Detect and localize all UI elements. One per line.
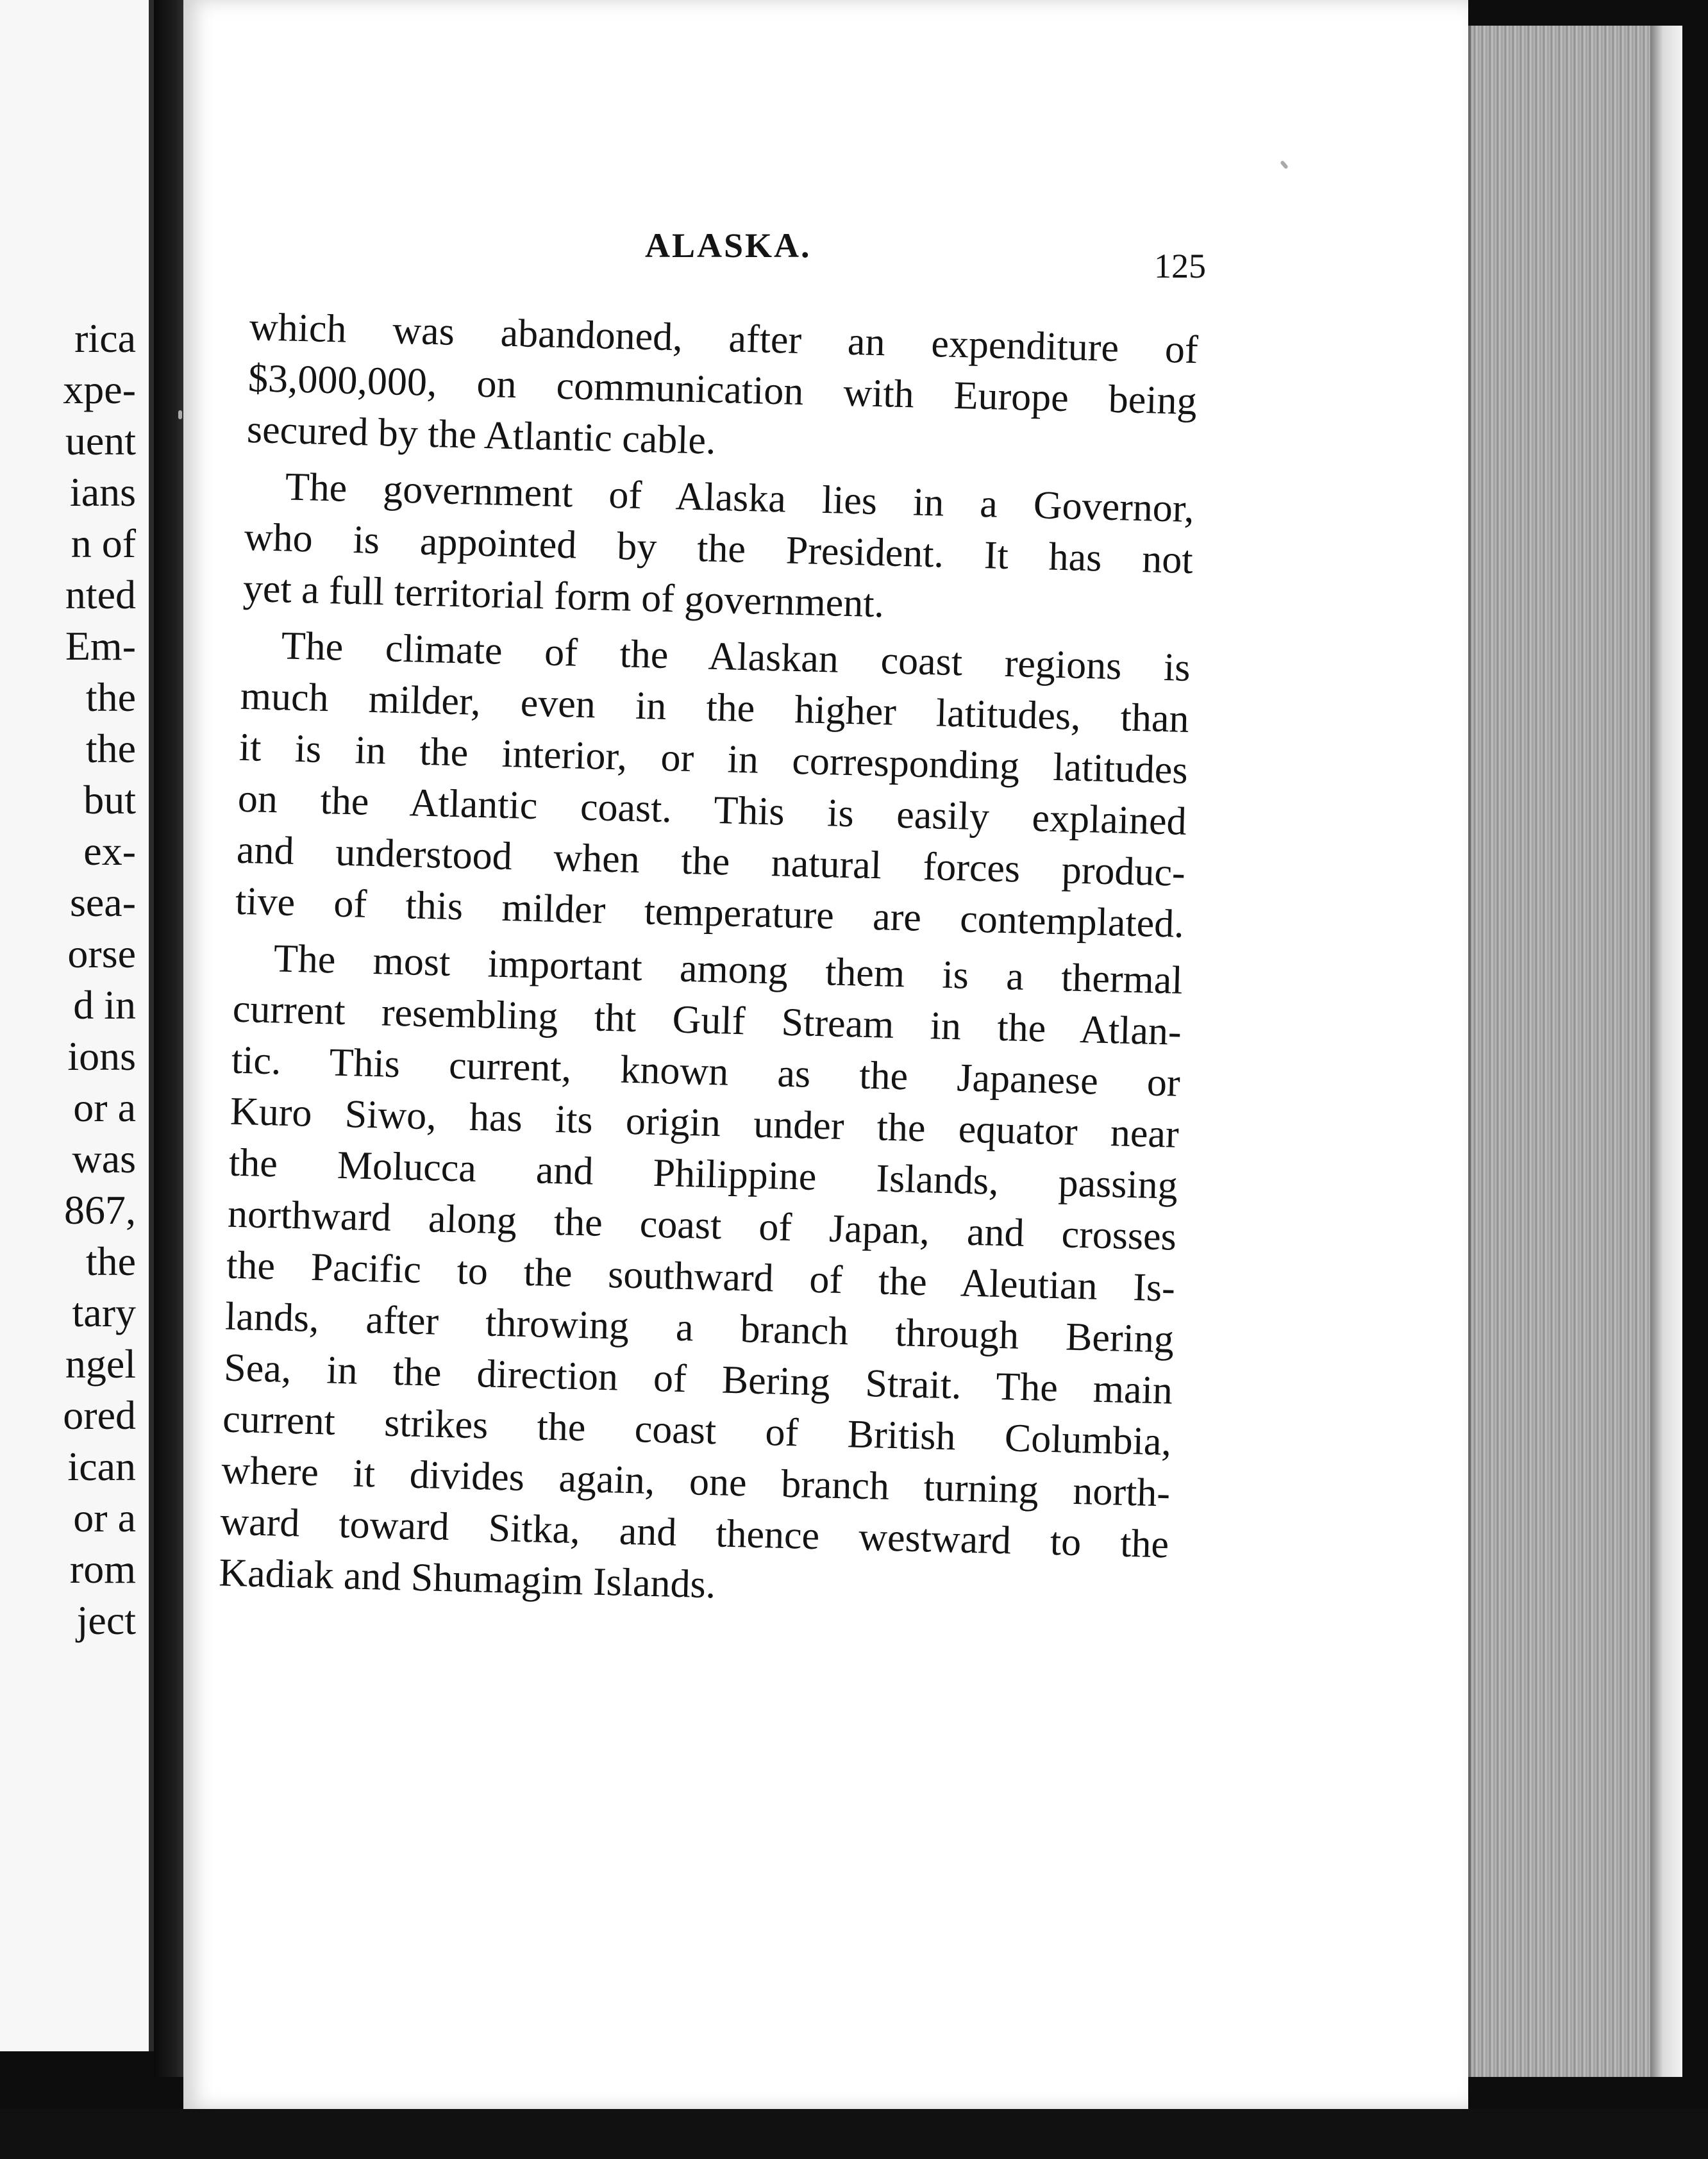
text-line: lands, after throwing a branch through Bering [224, 1294, 1175, 1362]
text-line: tive of this milder temperature are contemplated. [235, 879, 1185, 946]
facing-line: n of [71, 521, 136, 566]
facing-line: was [72, 1136, 136, 1181]
text-line: the Molucca and Philippine Islands, passing [228, 1140, 1178, 1208]
facing-line: orse [67, 931, 136, 976]
running-head: ALASKA. [645, 226, 812, 265]
text-line: northward along the coast of Japan, and crosses [227, 1192, 1177, 1259]
facing-line: ngel [65, 1341, 136, 1387]
paragraph [246, 301, 1198, 478]
text-line: current strikes the coast of British Columbia, [222, 1397, 1172, 1464]
facing-line: or a [73, 1495, 136, 1540]
facing-line: ians [69, 469, 136, 515]
text-line: secured by the Atlantic cable. [246, 407, 717, 463]
facing-line: but [83, 777, 136, 822]
paragraph [219, 932, 1184, 1622]
text-line: Kadiak and Shumagim Islands. [218, 1551, 717, 1607]
text-line: Sea, in the direction of Bering Strait. The main [223, 1346, 1173, 1413]
facing-page-text [0, 313, 136, 1646]
facing-line: xpe- [63, 367, 136, 412]
facing-line: rom [69, 1546, 136, 1592]
facing-line: tary [72, 1290, 136, 1335]
text-line: The climate of the Alaskan coast regions is [281, 624, 1191, 690]
text-line: yet a full territorial form of government. [242, 566, 885, 626]
facing-line: the [85, 726, 136, 771]
paragraph [242, 460, 1194, 637]
facing-line: nted [65, 572, 136, 617]
page-number: 125 [1154, 247, 1206, 285]
facing-page [0, 0, 154, 2051]
facing-line: ject [76, 1597, 136, 1643]
facing-line: 867, [64, 1187, 136, 1233]
text-line: on the Atlantic coast. This is easily explained [237, 776, 1187, 844]
text-line: which was abandoned, after an expenditure of [249, 304, 1199, 372]
text-line: $3,000,000, on communication with Europe being [247, 356, 1198, 424]
facing-line: d in [73, 982, 136, 1028]
facing-line: ex- [83, 828, 136, 874]
text-line: where it divides again, one branch turning north- [221, 1448, 1171, 1515]
body-text [218, 301, 1198, 1627]
text-line: Kuro Siwo, has its origin under the equator near [230, 1089, 1180, 1156]
text-line: it is in the interior, or in corresponding latitudes [239, 725, 1189, 792]
facing-line: the [85, 674, 136, 720]
facing-line: rica [74, 315, 136, 361]
text-line: who is appointed by the President. It has not [244, 515, 1194, 583]
text-line: and understood when the natural forces produc- [236, 828, 1186, 895]
facing-line: Em- [65, 623, 136, 669]
text-line: the Pacific to the southward of the Aleutian Is- [226, 1243, 1176, 1310]
scan-speck [178, 410, 182, 419]
facing-line: ored [63, 1392, 136, 1438]
paragraph [235, 619, 1191, 950]
scan-bottom-border [0, 2109, 1708, 2159]
text-line: tic. This current, known as the Japanese or [231, 1038, 1181, 1105]
text-line: current resembling tht Gulf Stream in the Atlan- [232, 987, 1182, 1054]
facing-line: sea- [69, 879, 136, 925]
page-edge-stack [1468, 26, 1682, 2077]
facing-line: the [85, 1238, 136, 1284]
text-line: much milder, even in the higher latitudes, than [240, 674, 1190, 741]
facing-line: ican [67, 1444, 136, 1489]
facing-line: or a [73, 1085, 136, 1130]
text-line: The government of Alaska lies in a Governor, [285, 465, 1195, 531]
text-line: The most important among them is a thermal [273, 937, 1184, 1003]
facing-line: ions [67, 1033, 136, 1079]
text-line: ward toward Sitka, and thence westward to the [219, 1499, 1169, 1567]
facing-line: uent [65, 418, 136, 463]
